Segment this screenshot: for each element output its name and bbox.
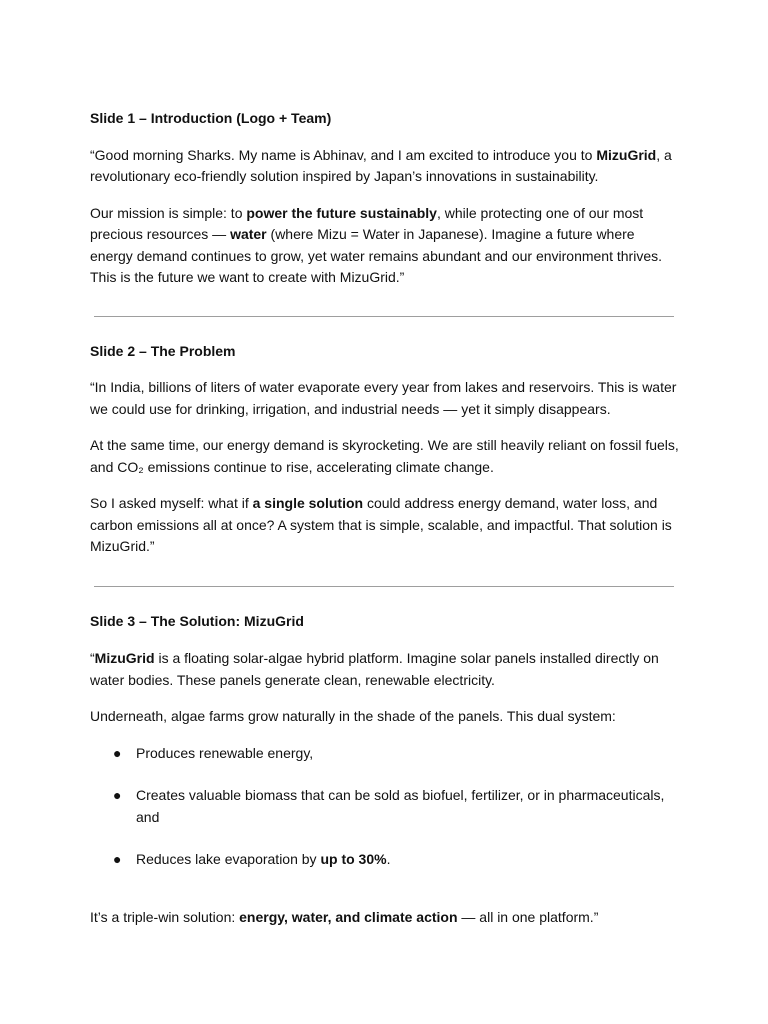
brand-name: MizuGrid <box>596 146 657 163</box>
list-item: ● Reduces lake evaporation by up to 30%. <box>90 849 680 871</box>
slide2-energy-paragraph: At the same time, our energy demand is skyrocketing. We are still heavily reliant on fossil fuels, and CO₂ emissions continue to rise, accelerating climate change. <box>90 437 679 475</box>
slide3-heading: Slide 3 – The Solution: MizuGrid <box>90 612 304 629</box>
document-content <box>90 108 680 928</box>
slide3-system-paragraph: Underneath, algae farms grow naturally in the shade of the panels. This dual system: <box>90 708 616 724</box>
list-item: ● Creates valuable biomass that can be sold as biofuel, fertilizer, or in pharmaceuticals, and <box>113 787 665 825</box>
list-item: ● Produces renewable energy, <box>90 743 680 765</box>
bullet-icon: ● <box>113 787 122 803</box>
slide2-question-paragraph: So I asked myself: what if a single solution could address energy demand, water loss, and carbon emissions all at once? A system that is simple, scalable, and impactful. That solution is MizuGrid.” <box>90 495 672 554</box>
slide1-intro-paragraph: “Good morning Sharks. My name is Abhinav, and I am excited to introduce you to MizuGrid, a revolutionary eco-friendly solution inspired by Japan’s innovations in sustainability. <box>90 146 672 184</box>
section-divider <box>94 316 674 317</box>
slide3-summary-paragraph: It’s a triple-win solution: energy, water, and climate action — all in one platform.” <box>90 908 599 925</box>
slide1-mission-paragraph: Our mission is simple: to power the future sustainably, while protecting one of our most precious resources — water (where Mizu = Water in Japanese). Imagine a future where energy demand continues to grow, yet water remains abundant and our environment thrives. This is the future we want to create with MizuGrid.” <box>90 204 662 285</box>
slide1-heading: Slide 1 – Introduction (Logo + Team) <box>90 110 332 126</box>
slide3-solution-paragraph: “MizuGrid is a floating solar-algae hybrid platform. Imagine solar panels installed directly on water bodies. These panels generate clean, renewable electricity. <box>90 650 659 688</box>
bullet-icon: ● <box>113 851 122 867</box>
section-divider <box>94 586 674 587</box>
bullet-icon: ● <box>113 744 122 761</box>
benefits-list <box>90 743 680 871</box>
slide2-problem-paragraph: “In India, billions of liters of water evaporate every year from lakes and reservoirs. This is water we could use for drinking, irrigation, and industrial needs — yet it simply disappears. <box>90 379 677 417</box>
slide2-heading: Slide 2 – The Problem <box>90 342 236 359</box>
